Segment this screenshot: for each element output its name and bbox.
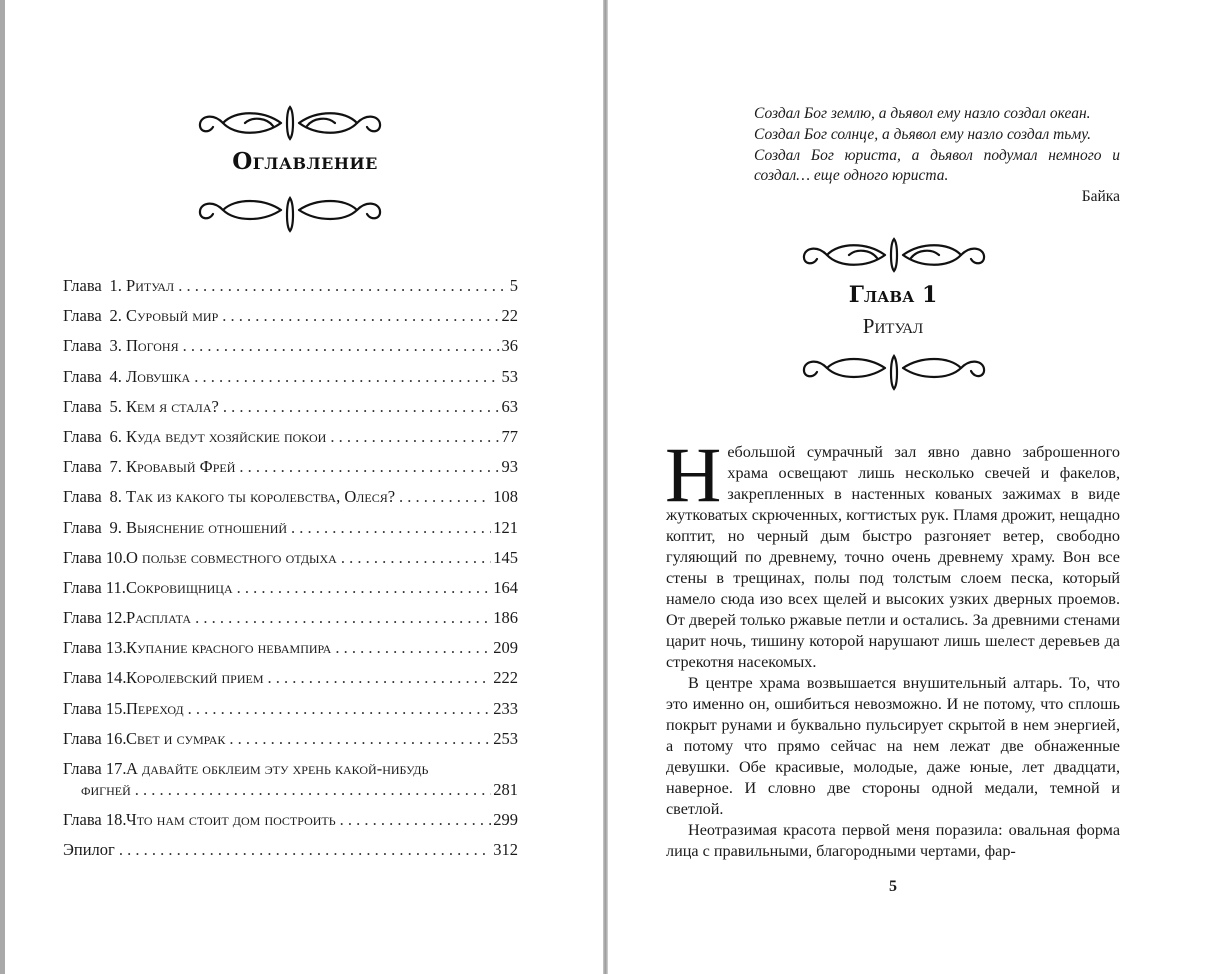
chapter-title: О пользе совместного отдыха [126, 547, 337, 567]
page-number: 233 [493, 698, 518, 718]
chapter-label: Глава [63, 487, 102, 507]
chapter-title: Глава 1 [848, 282, 938, 308]
chapter-label: Глава [63, 366, 102, 386]
chapter-number: 1. [109, 276, 122, 295]
toc-entry[interactable] [63, 513, 518, 543]
dot-leader [222, 301, 499, 331]
dot-leader [291, 513, 491, 543]
toc-entry[interactable] [63, 805, 518, 835]
chapter-title: Погоня [126, 336, 179, 356]
epigraph-author: Байка [1081, 188, 1120, 205]
page-number: 36 [501, 336, 518, 356]
chapter-label: Глава [63, 638, 102, 658]
toc-list [63, 271, 518, 865]
page-number: 145 [493, 547, 518, 567]
dot-leader [268, 663, 492, 693]
chapter-label: Глава [63, 306, 102, 326]
chapter-number: 18. [105, 810, 127, 829]
epigraph-line: Создал Бог юриста, а дьявол подумал немного и создал… еще одного юриста. [754, 146, 1120, 185]
chapter-title: Купание красного невампира [126, 638, 332, 658]
toc-entry[interactable] [63, 754, 518, 805]
dot-leader [195, 603, 491, 633]
chapter-number: 3. [109, 336, 122, 356]
chapter-number: 11. [105, 577, 126, 597]
chapter-label: Глава [63, 276, 102, 295]
dot-leader [119, 835, 491, 865]
toc-entry[interactable] [63, 422, 518, 452]
paragraph-text: ебольшой сумрачный зал явно давно заброшенного храма освещают лишь несколько свечей и факелов, закрепленных в настенных кованых зажимах в виде жутковатых скрюченных, когтистых рук. Пламя дрожит, нещадно коптит, но черный дым быстро разгоняет ветер, свободно гуляющий по древнему, точно очень древнему храму. Вон все стены в трещинах, полы под толстым слоем песка, который намело сюда изо всех щелей и высоких узких дверных проемов. От дверей только ржавые петли и остались. За древними стенами царит ночь, тишину которой нарушают лишь шелест деревьев да стрекотня насекомых. [666, 443, 1120, 671]
page-number: 5 [509, 276, 518, 295]
epilogue-label: Эпилог [63, 840, 115, 860]
chapter-label: Глава [63, 336, 102, 356]
chapter-title-continued: фигней [81, 780, 131, 799]
page-number: 209 [493, 638, 518, 658]
dot-leader [335, 633, 491, 663]
chapter-label: Глава [63, 759, 102, 778]
chapter-label: Глава [63, 698, 102, 718]
dot-leader [183, 331, 500, 361]
page-number: 121 [493, 517, 518, 537]
chapter-title: Свет и сумрак [126, 728, 226, 748]
chapter-bottom-flourish-ornament [797, 348, 991, 392]
chapter-label: Глава [63, 608, 102, 628]
epigraph-line: Создал Бог землю, а дьявол ему назло создал океан. [754, 105, 1091, 122]
chapter-label: Глава [63, 668, 102, 688]
toc-title: Оглавление [232, 148, 378, 175]
toc-entry[interactable] [63, 392, 518, 422]
dot-leader [239, 452, 499, 482]
chapter-title: Так из какого ты королевства, Олеся? [126, 487, 396, 507]
chapter-number: 5. [109, 396, 122, 416]
toc-entry[interactable] [63, 452, 518, 482]
chapter-title: Суровый мир [126, 306, 219, 326]
chapter-label: Глава [63, 810, 102, 829]
chapter-number: 16. [105, 728, 127, 748]
dot-leader [188, 694, 492, 724]
chapter-title: Кровавый Фрей [126, 457, 236, 477]
chapter-title: Переход [126, 698, 184, 718]
chapter-subtitle: Ритуал [862, 314, 924, 338]
dot-leader [178, 271, 508, 301]
chapter-body-text [665, 431, 1120, 862]
chapter-number: 7. [109, 457, 122, 477]
paragraph [665, 431, 1120, 673]
chapter-number: 8. [109, 487, 122, 507]
chapter-title: Выяснение отношений [126, 517, 288, 537]
dot-leader [399, 482, 491, 512]
chapter-label: Глава [63, 457, 102, 477]
toc-entry[interactable] [63, 724, 518, 754]
dot-leader [341, 543, 491, 573]
page-number: 77 [501, 426, 518, 446]
page-number: 299 [493, 810, 518, 829]
page-number: 164 [493, 577, 518, 597]
toc-entry[interactable] [63, 482, 518, 512]
page-number: 222 [493, 668, 518, 688]
chapter-label: Глава [63, 728, 102, 748]
chapter-title: Что нам стоит дом построить [126, 810, 336, 829]
page-number: 253 [493, 728, 518, 748]
chapter-number: 12. [105, 608, 127, 628]
chapter-number: 4. [109, 366, 122, 386]
paragraph: В центре храма возвышается внушительный алтарь. То, что это именно он, ошибиться невозможно. И не потому, что сплошь покрыт рунами и буквально пульсирует скрытой в нем энергией, а потому что прямо сейчас на нем лежат две обнаженные девушки. Обе красивые, молодые, даже юные, лет двадцати, наверное. И словно две стороны одной медали, темной и светлой. [666, 674, 1120, 818]
drop-cap: Н [665, 431, 722, 518]
chapter-label: Глава [63, 547, 102, 567]
dot-leader [223, 392, 500, 422]
bottom-flourish-ornament [193, 190, 387, 234]
chapter-label: Глава [63, 517, 102, 537]
chapter-title: Куда ведут хозяйские покои [126, 426, 327, 446]
toc-entry[interactable] [63, 331, 518, 361]
chapter-label: Глава [63, 396, 102, 416]
toc-entry[interactable] [63, 603, 518, 633]
chapter-number: 15. [105, 698, 127, 718]
chapter-number: 14. [105, 668, 127, 688]
chapter-top-flourish-ornament [797, 236, 991, 274]
dot-leader [340, 805, 492, 835]
toc-entry[interactable] [63, 633, 518, 663]
chapter-label: Глава [63, 577, 102, 597]
chapter-number: 9. [109, 517, 122, 537]
chapter-number: 10. [105, 547, 127, 567]
chapter-title: Сокровищница [126, 577, 233, 597]
toc-entry[interactable] [63, 362, 518, 392]
epigraph-line: Создал Бог солнце, а дьявол ему назло создал тьму. [754, 125, 1092, 143]
page-number: 53 [501, 366, 518, 386]
toc-entry[interactable] [63, 543, 518, 573]
right-page [608, 0, 1207, 974]
dot-leader [229, 724, 491, 754]
page-folio: 5 [889, 878, 897, 895]
toc-entry[interactable] [63, 573, 518, 603]
page-number: 63 [501, 396, 518, 416]
toc-entry[interactable] [63, 301, 518, 331]
chapter-title: Ловушка [126, 366, 191, 386]
toc-entry[interactable] [63, 663, 518, 693]
left-page [5, 0, 603, 974]
page-number: 93 [501, 457, 518, 477]
paragraph: Неотразимая красота первой меня поразила: овальная форма лица с правильными, благородными чертами, фар- [666, 821, 1120, 860]
dot-leader [135, 780, 492, 800]
chapter-title: А давайте обклеим эту хрень какой-нибудь [126, 759, 429, 778]
dot-leader [237, 573, 492, 603]
chapter-title: Королевский прием [126, 668, 264, 688]
page-number: 186 [493, 608, 518, 628]
page-number: 22 [501, 306, 518, 326]
dot-leader [194, 362, 499, 392]
chapter-number: 6. [109, 426, 122, 446]
epigraph [754, 104, 1120, 187]
dot-leader [330, 422, 499, 452]
chapter-title: Ритуал [126, 276, 175, 295]
chapter-title: Кем я стала? [126, 396, 219, 416]
chapter-number: 17. [105, 759, 127, 778]
page-number: 312 [493, 840, 518, 860]
chapter-title: Расплата [126, 608, 192, 628]
toc-entry[interactable] [63, 271, 518, 301]
top-flourish-ornament [193, 104, 387, 142]
toc-entry[interactable] [63, 694, 518, 724]
chapter-number: 2. [109, 306, 122, 326]
page-number: 281 [493, 780, 518, 799]
chapter-number: 13. [105, 638, 127, 658]
page-number: 108 [493, 487, 518, 507]
toc-entry-epilogue[interactable] [63, 835, 518, 865]
chapter-label: Глава [63, 426, 102, 446]
